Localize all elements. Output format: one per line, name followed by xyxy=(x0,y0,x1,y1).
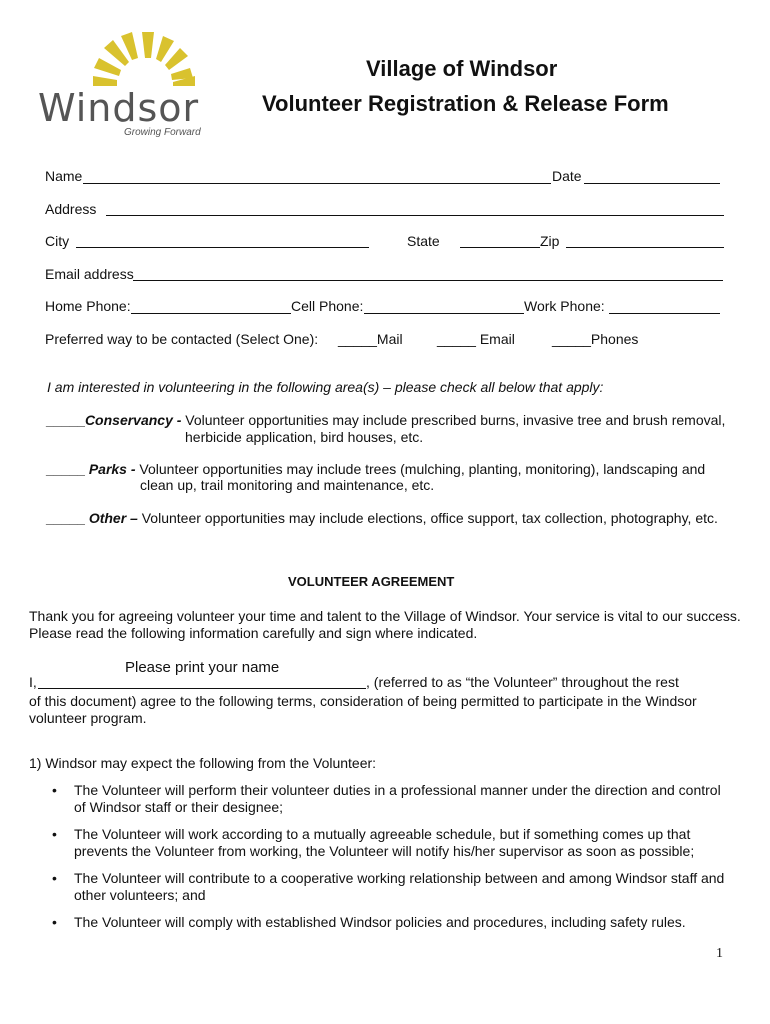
section-1-heading: 1) Windsor may expect the following from the Volunteer: xyxy=(29,755,377,771)
other-option[interactable] xyxy=(46,510,718,526)
conservancy-desc-1: Volunteer opportunities may include prescribed burns, invasive tree and brush removal, xyxy=(181,412,726,428)
date-field[interactable] xyxy=(584,183,720,184)
parks-desc-1: Volunteer opportunities may include trees (mulching, planting, monitoring), landscaping and xyxy=(135,461,706,477)
cell-phone-label: Cell Phone: xyxy=(291,298,364,314)
title-form: Volunteer Registration & Release Form xyxy=(262,91,669,116)
thanks-line-2: Please read the following information carefully and sign where indicated. xyxy=(29,625,478,641)
conservancy-blank[interactable]: _____ xyxy=(46,412,85,428)
windsor-logo xyxy=(34,28,214,143)
thanks-line-1: Thank you for agreeing volunteer your time and talent to the Village of Windsor. Your service is vital to our success. xyxy=(29,608,741,624)
bullet-dot: • xyxy=(52,914,57,930)
city-field[interactable] xyxy=(76,247,369,248)
bullet-item xyxy=(74,870,726,904)
bullet-item xyxy=(74,914,726,931)
i-prefix: I, xyxy=(29,674,37,690)
agreement-heading: VOLUNTEER AGREEMENT xyxy=(288,574,455,589)
date-label: Date xyxy=(552,168,582,184)
title-village: Village of Windsor xyxy=(366,56,558,81)
other-desc-1: Volunteer opportunities may include elections, office support, tax collection, photography, etc. xyxy=(137,510,718,526)
conservancy-option[interactable] xyxy=(46,412,725,428)
other-title: Other – xyxy=(84,510,138,526)
work-phone-label: Work Phone: xyxy=(524,298,605,314)
bullet-line: The Volunteer will perform their volunteer duties in a professional manner under the direction and control xyxy=(74,782,721,798)
preferred-contact-label: Preferred way to be contacted (Select One): xyxy=(45,331,319,347)
conservancy-title: Conservancy - xyxy=(84,412,182,428)
cell-phone-field[interactable] xyxy=(364,313,524,314)
work-phone-field[interactable] xyxy=(609,313,720,314)
bullet-line: of Windsor staff or their designee; xyxy=(74,799,284,815)
state-field[interactable] xyxy=(460,247,540,248)
conservancy-desc-2: herbicide application, bird houses, etc. xyxy=(185,429,424,445)
page-number: 1 xyxy=(716,946,723,961)
bullet-line: The Volunteer will work according to a mutually agreeable schedule, but if something comes up that xyxy=(74,826,691,842)
email-field[interactable] xyxy=(133,280,723,281)
zip-field[interactable] xyxy=(566,247,724,248)
bullet-dot: • xyxy=(52,782,57,798)
agreement-line-3: volunteer program. xyxy=(29,710,147,726)
volunteer-name-field[interactable] xyxy=(38,688,366,689)
city-label: City xyxy=(45,233,70,249)
parks-title: Parks - xyxy=(84,461,136,477)
name-label: Name xyxy=(45,168,83,184)
parks-option[interactable] xyxy=(46,461,705,477)
other-blank[interactable]: _____ xyxy=(46,510,85,526)
home-phone-label: Home Phone: xyxy=(45,298,131,314)
zip-label: Zip xyxy=(540,233,560,249)
bullet-item xyxy=(74,826,726,860)
logo-tagline: Growing Forward xyxy=(124,127,201,138)
email-label: Email address xyxy=(45,266,134,282)
agreement-line-2: of this document) agree to the following terms, consideration of being permitted to participate in the Windsor xyxy=(29,693,697,709)
logo-wordmark: Windsor xyxy=(38,86,200,130)
contact-option-mail[interactable]: _____Mail xyxy=(338,331,403,347)
name-field[interactable] xyxy=(83,183,551,184)
bullet-item xyxy=(74,782,726,816)
address-field[interactable] xyxy=(106,215,724,216)
print-name-hint: Please print your name xyxy=(125,659,280,676)
interest-intro: I am interested in volunteering in the following area(s) – please check all below that apply: xyxy=(47,379,604,395)
contact-option-phones[interactable]: _____Phones xyxy=(552,331,639,347)
i-suffix: , (referred to as “the Volunteer” throughout the rest xyxy=(366,674,679,690)
parks-blank[interactable]: _____ xyxy=(46,461,85,477)
address-label: Address xyxy=(45,201,97,217)
parks-desc-2: clean up, trail monitoring and maintenance, etc. xyxy=(140,477,435,493)
contact-option-email[interactable]: _____ Email xyxy=(437,331,515,347)
state-label: State xyxy=(407,233,440,249)
bullet-dot: • xyxy=(52,870,57,886)
bullet-line: prevents the Volunteer from working, the Volunteer will notify his/her supervisor as soon as possible; xyxy=(74,843,695,859)
bullet-dot: • xyxy=(52,826,57,842)
home-phone-field[interactable] xyxy=(131,313,291,314)
bullet-line: The Volunteer will contribute to a cooperative working relationship between and among Windsor staff and xyxy=(74,870,725,886)
bullet-line: other volunteers; and xyxy=(74,887,206,903)
bullet-line: The Volunteer will comply with established Windsor policies and procedures, including safety rules. xyxy=(74,914,686,930)
